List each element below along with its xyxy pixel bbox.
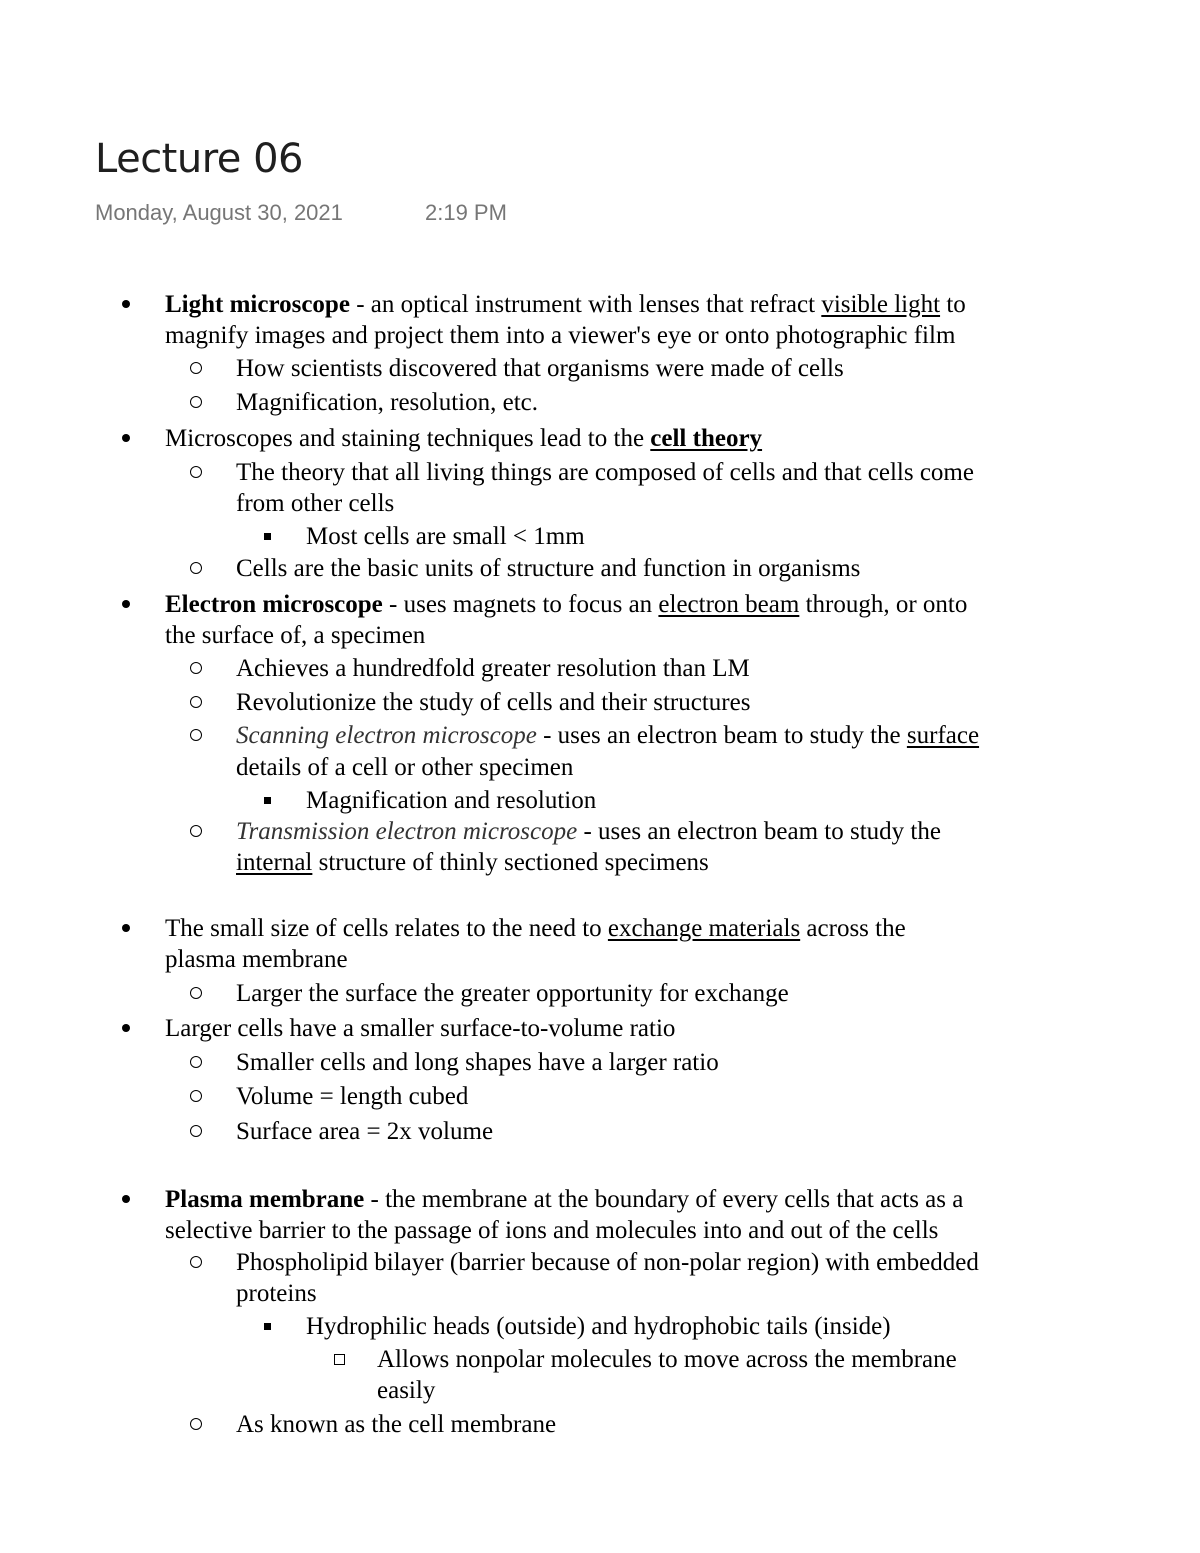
note-cell-size: The small size of cells relates to the need to exchange materials across the — [165, 915, 906, 942]
note-line: magnify images and project them into a viewer's eye or onto photographic film — [165, 322, 956, 349]
note-line: Revolutionize the study of cells and their structures — [236, 689, 751, 716]
bullet-marker — [190, 816, 202, 848]
note-light-microscope: Light microscope - an optical instrument with lenses that refract visible light to — [165, 291, 966, 318]
note-line: Magnification, resolution, etc. — [236, 389, 539, 416]
bullet-marker — [334, 1344, 345, 1376]
bullet-marker — [190, 978, 202, 1010]
note-line: Surface area = 2x volume — [236, 1118, 494, 1145]
bullet-marker — [122, 913, 130, 945]
note-date: Monday, August 30, 2021 — [95, 200, 343, 225]
note-line: proteins — [236, 1280, 317, 1307]
note-electron-microscope: Electron microscope - uses magnets to focus an electron beam through, or onto — [165, 591, 968, 618]
note-line: Phospholipid bilayer (barrier because of non-polar region) with embedded — [236, 1249, 979, 1276]
bullet-marker — [190, 687, 202, 719]
bullet-marker — [190, 457, 202, 489]
note-line: Achieves a hundredfold greater resolution than LM — [236, 655, 750, 682]
bullet-marker — [190, 387, 202, 419]
bullet-marker — [122, 423, 130, 455]
page-title: Lecture 06 — [95, 136, 304, 182]
bullet-marker — [122, 589, 130, 621]
note-line: As known as the cell membrane — [236, 1411, 557, 1438]
note-line: plasma membrane — [165, 946, 348, 973]
note-line: selective barrier to the passage of ions and molecules into and out of the cells — [165, 1217, 939, 1244]
bullet-marker — [190, 553, 202, 585]
note-line: easily — [377, 1377, 436, 1404]
bullet-marker — [264, 1311, 271, 1343]
note-tem: Transmission electron microscope - uses an electron beam to study the — [236, 818, 941, 845]
note-plasma-membrane: Plasma membrane - the membrane at the boundary of every cells that acts as a — [165, 1186, 964, 1213]
page-meta — [95, 198, 507, 228]
note-line: internal structure of thinly sectioned specimens — [236, 849, 709, 876]
bullet-marker — [122, 1184, 130, 1216]
note-sem: Scanning electron microscope - uses an electron beam to study the surface — [236, 722, 980, 749]
bullet-marker — [190, 720, 202, 752]
note-line: Magnification and resolution — [306, 787, 597, 814]
note-line: The theory that all living things are composed of cells and that cells come — [236, 459, 974, 486]
note-line: Allows nonpolar molecules to move across the membrane — [377, 1346, 957, 1373]
bullet-marker — [190, 1116, 202, 1148]
note-line: Smaller cells and long shapes have a larger ratio — [236, 1049, 719, 1076]
bullet-marker — [190, 1047, 202, 1079]
note-line: Hydrophilic heads (outside) and hydrophobic tails (inside) — [306, 1313, 891, 1340]
bullet-marker — [190, 653, 202, 685]
note-line: details of a cell or other specimen — [236, 754, 574, 781]
note-line: from other cells — [236, 490, 395, 517]
note-ratio: Larger cells have a smaller surface-to-volume ratio — [165, 1015, 676, 1042]
note-line: Most cells are small < 1mm — [306, 523, 585, 550]
bullet-marker — [190, 1081, 202, 1113]
note-line: How scientists discovered that organisms were made of cells — [236, 355, 844, 382]
bullet-marker — [264, 521, 271, 553]
note-line: Larger the surface the greater opportunity for exchange — [236, 980, 789, 1007]
bullet-marker — [264, 785, 271, 817]
note-line: the surface of, a specimen — [165, 622, 426, 649]
bullet-marker — [190, 1409, 202, 1441]
bullet-marker — [190, 1247, 202, 1279]
note-line: Cells are the basic units of structure and function in organisms — [236, 555, 861, 582]
note-cell-theory: Microscopes and staining techniques lead to the cell theory — [165, 425, 763, 452]
bullet-marker — [122, 289, 130, 321]
note-time: 2:19 PM — [425, 200, 507, 225]
bullet-marker — [190, 353, 202, 385]
note-line: Volume = length cubed — [236, 1083, 469, 1110]
bullet-marker — [122, 1013, 130, 1045]
